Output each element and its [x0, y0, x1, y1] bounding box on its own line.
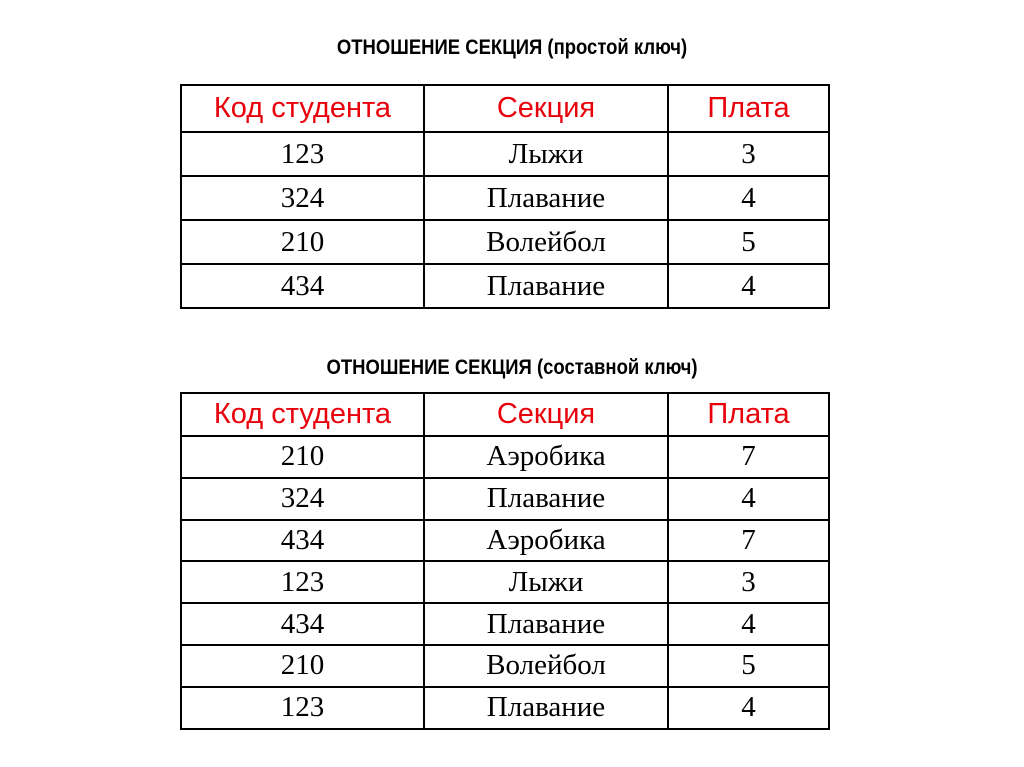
- table-composite-key: [180, 392, 830, 730]
- table-row: [181, 132, 829, 176]
- table-cell: 4: [668, 687, 829, 729]
- table-cell: Плавание: [424, 176, 668, 220]
- table-cell: 434: [181, 264, 424, 308]
- table-cell: 4: [668, 478, 829, 520]
- table-row: [181, 264, 829, 308]
- table-row: [181, 603, 829, 645]
- table-cell: Лыжи: [424, 561, 668, 603]
- table-cell: 4: [668, 603, 829, 645]
- table-row: [181, 687, 829, 729]
- table-cell: Волейбол: [424, 220, 668, 264]
- table-cell: 324: [181, 478, 424, 520]
- table-cell: 4: [668, 264, 829, 308]
- table-cell: 3: [668, 132, 829, 176]
- table-cell: Аэробика: [424, 520, 668, 562]
- table-title-composite-key: ОТНОШЕНИЕ СЕКЦИЯ (составной ключ): [326, 356, 698, 379]
- header-row: [181, 393, 829, 436]
- table-cell: Плавание: [424, 687, 668, 729]
- table-row: [181, 436, 829, 478]
- table-cell: 123: [181, 132, 424, 176]
- table-row: [181, 176, 829, 220]
- column-header: Код студента: [181, 393, 424, 436]
- column-header: Секция: [424, 85, 668, 132]
- table-cell: Лыжи: [424, 132, 668, 176]
- table-cell: Аэробика: [424, 436, 668, 478]
- header-row: [181, 85, 829, 132]
- table-cell: 5: [668, 645, 829, 687]
- table-cell: 3: [668, 561, 829, 603]
- table-simple-key: [180, 84, 830, 309]
- table-cell: Плавание: [424, 478, 668, 520]
- table-cell: 324: [181, 176, 424, 220]
- column-header: Плата: [668, 393, 829, 436]
- table-cell: Плавание: [424, 603, 668, 645]
- table-cell: 434: [181, 603, 424, 645]
- table-row: [181, 520, 829, 562]
- table-cell: 210: [181, 220, 424, 264]
- table-cell: 123: [181, 687, 424, 729]
- table-cell: 4: [668, 176, 829, 220]
- column-header: Код студента: [181, 85, 424, 132]
- table-cell: Плавание: [424, 264, 668, 308]
- column-header: Секция: [424, 393, 668, 436]
- table-cell: Волейбол: [424, 645, 668, 687]
- table-cell: 210: [181, 645, 424, 687]
- table-row: [181, 220, 829, 264]
- table-row: [181, 561, 829, 603]
- table-cell: 7: [668, 436, 829, 478]
- table-cell: 123: [181, 561, 424, 603]
- table-cell: 7: [668, 520, 829, 562]
- column-header: Плата: [668, 85, 829, 132]
- table-cell: 434: [181, 520, 424, 562]
- table-cell: 210: [181, 436, 424, 478]
- table-row: [181, 645, 829, 687]
- table-row: [181, 478, 829, 520]
- table-title-simple-key: ОТНОШЕНИЕ СЕКЦИЯ (простой ключ): [336, 36, 688, 59]
- table-cell: 5: [668, 220, 829, 264]
